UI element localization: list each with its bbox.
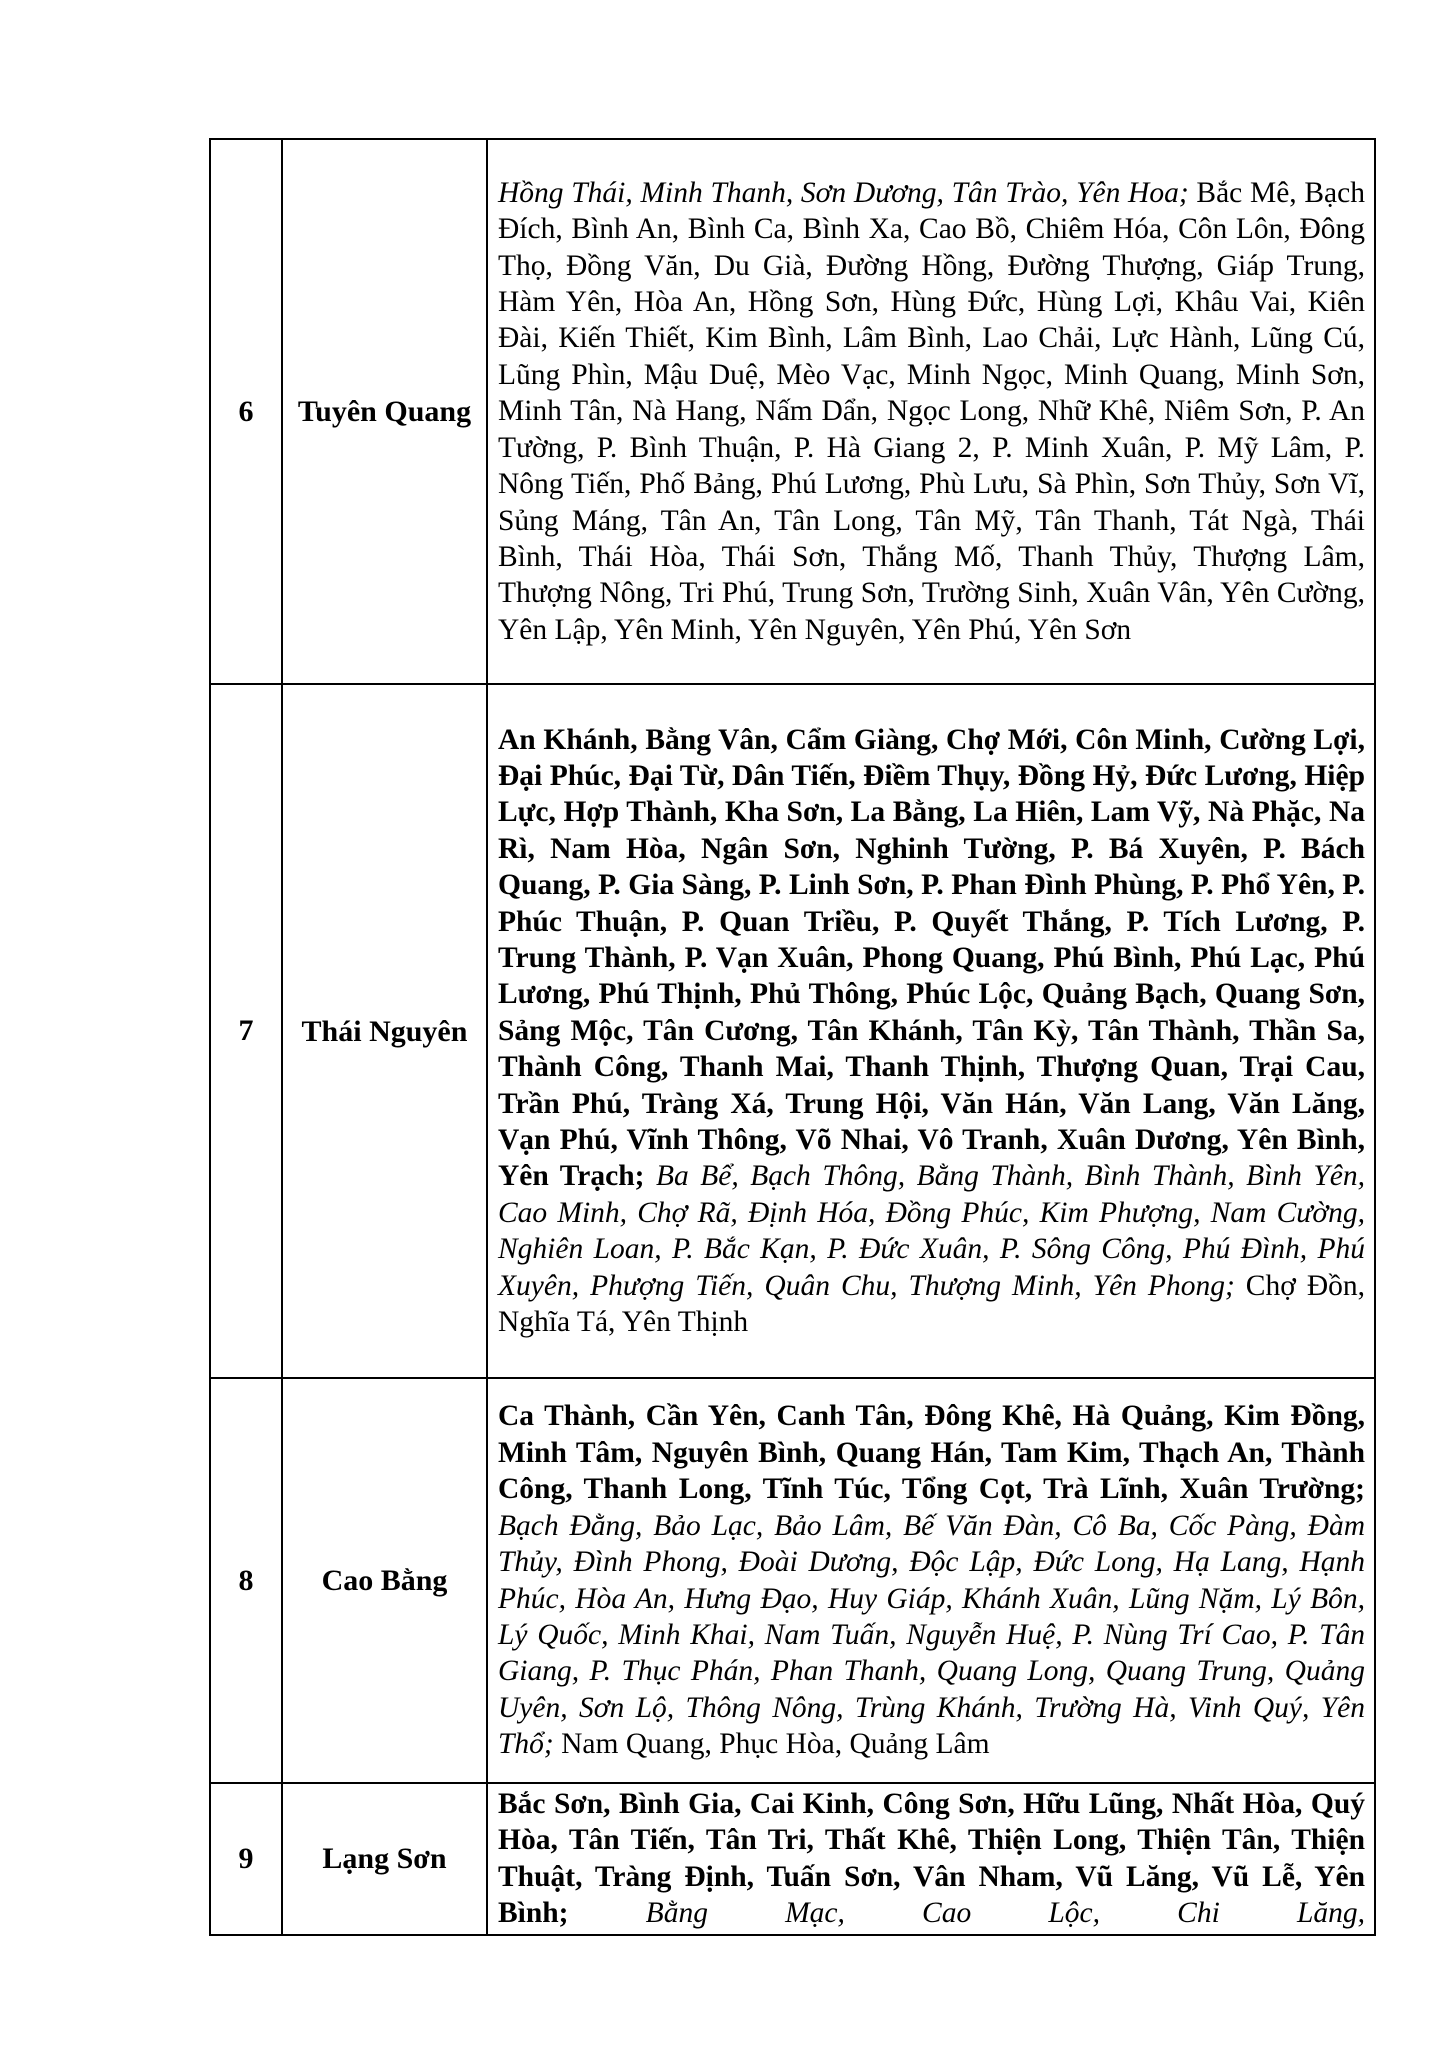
row-number: 6 (210, 139, 282, 684)
commune-list-segment-italic: Ba Bể, Bạch Thông, Bằng Thành, Bình Thành, Bình Yên, Cao Minh, Chợ Rã, Định Hóa, Đồng Phúc, Kim Phượng, Nam Cường, Nghiên Loan, P. Bắc Kạn, P. Đức Xuân, P. Sông Công, Phú Đình, Phú Xuyên, Phượng Tiến, Quân Chu, Thượng Minh, Yên Phong; (498, 1160, 1365, 1302)
province-name: Cao Bằng (282, 1378, 487, 1783)
commune-list-segment-italic: Bằng Mạc, Cao Lộc, Chi Lăng, (645, 1897, 1365, 1930)
commune-list-segment-bold: An Khánh, Bằng Vân, Cẩm Giàng, Chợ Mới, Côn Minh, Cường Lợi, Đại Phúc, Đại Từ, Dân Tiến, Điềm Thụy, Đồng Hỷ, Đức Lương, Hiệp Lực, Hợp Thành, Kha Sơn, La Bằng, La Hiên, Lam Vỹ, Nà Phặc, Na Rì, Nam Hòa, Ngân Sơn, Nghinh Tường, P. Bá Xuyên, P. Bách Quang, P. Gia Sàng, P. Linh Sơn, P. Phan Đình Phùng, P. Phổ Yên, P. Phúc Thuận, P. Quan Triều, P. Quyết Thắng, P. Tích Lương, P. Trung Thành, P. Vạn Xuân, Phong Quang, Phú Bình, Phú Lạc, Phú Lương, Phú Thịnh, Phủ Thông, Phúc Lộc, Quảng Bạch, Quang Sơn, Sảng Mộc, Tân Cương, Tân Khánh, Tân Kỳ, Tân Thành, Thần Sa, Thành Công, Thanh Mai, Thanh Thịnh, Thượng Quan, Trại Cau, Trần Phú, Tràng Xá, Trung Hội, Văn Hán, Văn Lang, Văn Lăng, Vạn Phú, Vĩnh Thông, Võ Nhai, Vô Tranh, Xuân Dương, Yên Bình, Yên Trạch; (498, 723, 1365, 1193)
row-number: 9 (210, 1783, 282, 1935)
table-row (210, 684, 1375, 1378)
table-body (210, 139, 1375, 1935)
province-name: Tuyên Quang (282, 139, 487, 684)
row-number: 8 (210, 1378, 282, 1783)
commune-list (487, 684, 1375, 1378)
commune-list (487, 1783, 1375, 1935)
table-row (210, 1783, 1375, 1935)
commune-list-segment-italic: Bạch Đằng, Bảo Lạc, Bảo Lâm, Bế Văn Đàn, Cô Ba, Cốc Pàng, Đàm Thủy, Đình Phong, Đoài Dương, Độc Lập, Đức Long, Hạ Lang, Hạnh Phúc, Hòa An, Hưng Đạo, Huy Giáp, Khánh Xuân, Lũng Nặm, Lý Bôn, Lý Quốc, Minh Khai, Nam Tuấn, Nguyễn Huệ, P. Nùng Trí Cao, P. Tân Giang, P. Thục Phán, Phan Thanh, Quang Long, Quang Trung, Quảng Uyên, Sơn Lộ, Thông Nông, Trùng Khánh, Trường Hà, Vinh Quý, Yên Thổ; (498, 1509, 1365, 1761)
table-row (210, 1378, 1375, 1783)
commune-list-segment-bold: Ca Thành, Cần Yên, Canh Tân, Đông Khê, Hà Quảng, Kim Đồng, Minh Tâm, Nguyên Bình, Quang Hán, Tam Kim, Thạch An, Thành Công, Thanh Long, Tĩnh Túc, Tổng Cọt, Trà Lĩnh, Xuân Trường; (498, 1400, 1365, 1506)
commune-list-segment-regular: Chợ Đồn, Nghĩa Tá, Yên Thịnh (498, 1269, 1365, 1339)
commune-list-segment-regular: Bắc Mê, Bạch Đích, Bình An, Bình Ca, Bình Xa, Cao Bồ, Chiêm Hóa, Côn Lôn, Đông Thọ, Đồng Văn, Du Già, Đường Hồng, Đường Thượng, Giáp Trung, Hàm Yên, Hòa An, Hồng Sơn, Hùng Đức, Hùng Lợi, Khâu Vai, Kiên Đài, Kiến Thiết, Kim Bình, Lâm Bình, Lao Chải, Lực Hành, Lũng Cú, Lũng Phìn, Mậu Duệ, Mèo Vạc, Minh Ngọc, Minh Quang, Minh Sơn, Minh Tân, Nà Hang, Nấm Dẩn, Ngọc Long, Nhữ Khê, Niêm Sơn, P. An Tường, P. Bình Thuận, P. Hà Giang 2, P. Minh Xuân, P. Mỹ Lâm, P. Nông Tiến, Phố Bảng, Phú Lương, Phù Lưu, Sà Phìn, Sơn Thủy, Sơn Vĩ, Sủng Máng, Tân An, Tân Long, Tân Mỹ, Tân Thanh, Tát Ngà, Thái Bình, Thái Hòa, Thái Sơn, Thắng Mố, Thanh Thủy, Thượng Lâm, Thượng Nông, Tri Phú, Trung Sơn, Trường Sinh, Xuân Vân, Yên Cường, Yên Lập, Yên Minh, Yên Nguyên, Yên Phú, Yên Sơn (498, 176, 1365, 646)
commune-list-segment-bold: Bắc Sơn, Bình Gia, Cai Kinh, Công Sơn, Hữu Lũng, Nhất Hòa, Quý Hòa, Tân Tiến, Tân Tri, Thất Khê, Thiện Long, Thiện Tân, Thiện Thuật, Tràng Định, Tuấn Sơn, Vân Nham, Vũ Lăng, Vũ Lễ, Yên Bình; (498, 1788, 1365, 1930)
province-name: Thái Nguyên (282, 684, 487, 1378)
province-communes-table (209, 138, 1376, 1936)
commune-list-segment-regular: Nam Quang, Phục Hòa, Quảng Lâm (561, 1728, 990, 1761)
table-row (210, 139, 1375, 684)
commune-list-segment-italic: Hồng Thái, Minh Thanh, Sơn Dương, Tân Trào, Yên Hoa; (498, 176, 1197, 209)
commune-list (487, 1378, 1375, 1783)
province-name: Lạng Sơn (282, 1783, 487, 1935)
commune-list (487, 139, 1375, 684)
row-number: 7 (210, 684, 282, 1378)
